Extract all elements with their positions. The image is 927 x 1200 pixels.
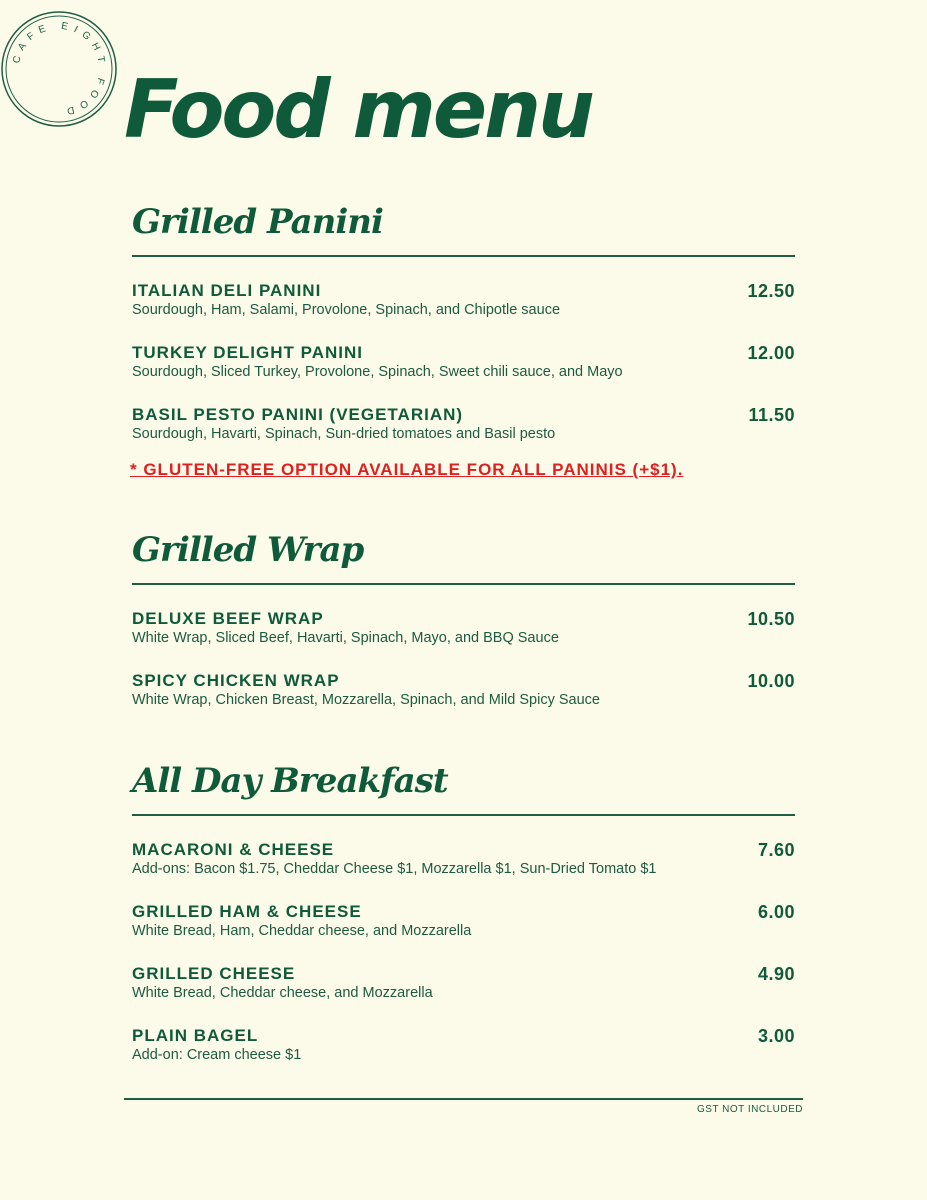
item-price: 6.00 [757, 902, 795, 922]
menu-item [132, 1026, 795, 1064]
item-description: White Wrap, Chicken Breast, Mozzarella, Spinach, and Mild Spicy Sauce [132, 692, 600, 708]
item-price: 7.60 [757, 840, 795, 860]
menu-item [132, 343, 795, 381]
stamp-text: CAFE EIGHT FOOD [11, 20, 108, 118]
item-description: Add-on: Cream cheese $1 [132, 1047, 302, 1063]
menu-item [132, 609, 795, 647]
item-price: 12.00 [747, 343, 795, 363]
section-title: All Day Breakfast [132, 761, 448, 801]
item-description: White Bread, Cheddar cheese, and Mozzarella [132, 985, 433, 1001]
item-description: White Wrap, Sliced Beef, Havarti, Spinach, Mayo, and BBQ Sauce [132, 630, 559, 646]
item-name: BASIL PESTO PANINI (VEGETARIAN) [132, 405, 464, 424]
item-price: 3.00 [757, 1026, 795, 1046]
item-description: Add-ons: Bacon $1.75, Cheddar Cheese $1, Mozzarella $1, Sun-Dried Tomato $1 [132, 861, 657, 877]
cafe-eight-food-stamp-logo [0, 10, 118, 128]
section-title: Grilled Panini [132, 202, 383, 242]
menu-item [132, 964, 795, 1002]
item-name: GRILLED HAM & CHEESE [132, 902, 362, 921]
svg-text:CAFE EIGHT FOOD [11, 21, 107, 118]
menu-item [132, 902, 795, 940]
item-name: SPICY CHICKEN WRAP [132, 671, 340, 690]
item-description: Sourdough, Ham, Salami, Provolone, Spinach, and Chipotle sauce [132, 302, 561, 318]
item-name: DELUXE BEEF WRAP [132, 609, 324, 628]
item-name: GRILLED CHEESE [132, 964, 296, 983]
section-divider [132, 255, 795, 257]
item-price: 4.90 [757, 964, 795, 984]
menu-item [132, 671, 795, 709]
menu-item [132, 281, 795, 319]
item-price: 10.00 [747, 671, 795, 691]
section-all-day-breakfast [132, 761, 795, 1064]
menu-title: Food menu [124, 63, 592, 156]
footer-divider [124, 1098, 803, 1100]
menu-item [132, 405, 795, 443]
section-grilled-wrap [132, 530, 795, 709]
item-name: TURKEY DELIGHT PANINI [132, 343, 363, 362]
item-price: 10.50 [747, 609, 795, 629]
menu-item [132, 840, 795, 878]
item-description: Sourdough, Sliced Turkey, Provolone, Spinach, Sweet chili sauce, and Mayo [132, 364, 623, 380]
item-description: White Bread, Ham, Cheddar cheese, and Mozzarella [132, 923, 472, 939]
item-description: Sourdough, Havarti, Spinach, Sun-dried tomatoes and Basil pesto [132, 426, 556, 442]
section-title: Grilled Wrap [132, 530, 364, 570]
item-name: MACARONI & CHEESE [132, 840, 335, 859]
section-divider [132, 814, 795, 816]
gluten-free-note: * GLUTEN-FREE OPTION AVAILABLE FOR ALL PANINIS (+$1). [130, 460, 684, 479]
section-grilled-panini [132, 202, 795, 443]
item-name: PLAIN BAGEL [132, 1026, 259, 1045]
item-price: 11.50 [748, 405, 795, 425]
section-divider [132, 583, 795, 585]
gst-note: GST NOT INCLUDED [697, 1104, 803, 1115]
item-name: ITALIAN DELI PANINI [132, 281, 322, 300]
item-price: 12.50 [747, 281, 795, 301]
